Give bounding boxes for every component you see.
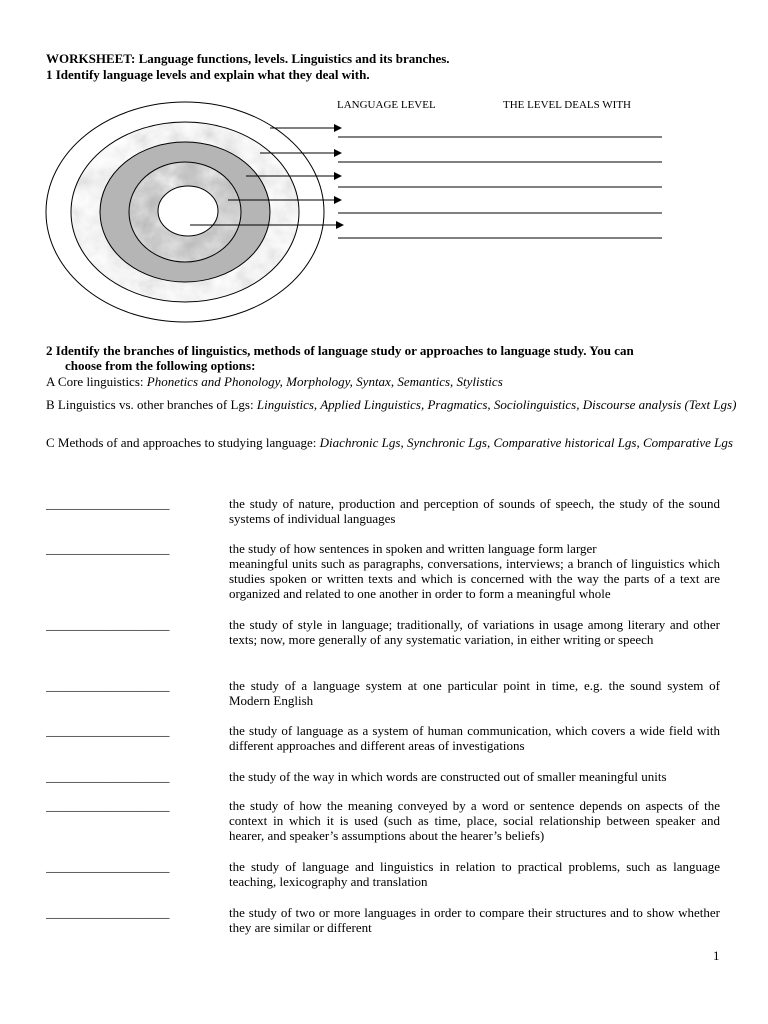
option-c-items: Diachronic Lgs, Synchronic Lgs, Comparative historical Lgs, Comparative Lgs [319,435,733,450]
blank-8[interactable]: ___________________ [46,859,170,874]
option-a [46,374,768,389]
task2-heading [46,343,726,373]
definition-2b: meaningful units such as paragraphs, conversations, interviews; a branch of linguistics which studies spoken or written texts and which is concerned with the way the parts of a text are organized and related to one another in order to form a meaningful whole [229,556,720,601]
task2-heading-line2: choose from the following options: [65,358,256,373]
option-b-label: B Linguistics vs. other branches of Lgs: [46,397,257,412]
option-a-label: A Core linguistics: [46,374,147,389]
blank-7[interactable]: ___________________ [46,798,170,813]
blank-1[interactable]: ___________________ [46,496,170,511]
blank-6[interactable]: ___________________ [46,769,170,784]
option-a-items: Phonetics and Phonology, Morphology, Syntax, Semantics, Stylistics [146,374,503,389]
column-header-language-level: LANGUAGE LEVEL [337,99,436,111]
task2-heading-line1: 2 Identify the branches of linguistics, methods of language study or approaches to language study. You can [46,343,634,358]
task1-heading: 1 Identify language levels and explain what they deal with. [46,67,370,82]
definition-9: the study of two or more languages in order to compare their structures and to show whether they are similar or different [229,905,720,935]
definition-6: the study of the way in which words are constructed out of smaller meaningful units [229,769,667,784]
definition-7: the study of how the meaning conveyed by a word or sentence depends on aspects of the context in which it is used (such as time, place, social relationship between speaker and hearer, and speaker’s assumptions about the hearer’s beliefs) [229,798,720,843]
definition-1: the study of nature, production and perception of sounds of speech, the study of the sound systems of individual languages [229,496,720,526]
blank-4[interactable]: ___________________ [46,678,170,693]
core-circle [158,186,218,236]
definition-4: the study of a language system at one particular point in time, e.g. the sound system of Modern English [229,678,720,708]
blank-3[interactable]: ___________________ [46,617,170,632]
blank-2[interactable]: ___________________ [46,541,170,556]
definition-5: the study of language as a system of human communication, which covers a wide field with different approaches and different areas of investigations [229,723,720,753]
option-b-items: Linguistics, Applied Linguistics, Pragmatics, Sociolinguistics, Discourse analysis (Text Lgs) [256,397,737,412]
option-b [46,397,768,412]
column-header-level-deals-with: THE LEVEL DEALS WITH [503,99,631,111]
option-c-label: C Methods of and approaches to studying language: [46,435,320,450]
blank-9[interactable]: ___________________ [46,905,170,920]
option-c [46,435,768,450]
worksheet-title: WORKSHEET: Language functions, levels. Linguistics and its branches. [46,51,450,66]
definition-3: the study of style in language; traditionally, of variations in usage among literary and other texts; now, more generally of any systematic variation, in either writing or speech [229,617,720,647]
page-number: 1 [713,948,720,963]
language-levels-diagram [0,90,700,340]
blank-5[interactable]: ___________________ [46,723,170,738]
definition-2a: the study of how sentences in spoken and written language form larger [229,541,597,556]
definition-8: the study of language and linguistics in relation to practical problems, such as language teaching, lexicography and translation [229,859,720,889]
